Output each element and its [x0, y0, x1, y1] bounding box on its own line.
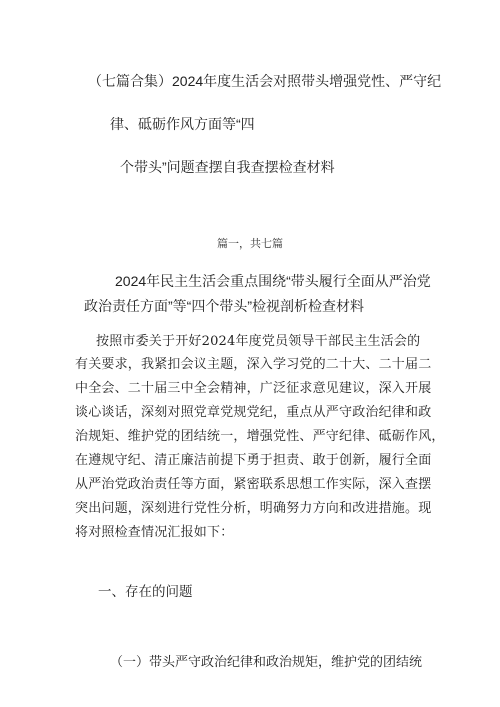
- section-heading: 一、存在的问题: [98, 584, 193, 599]
- article-title-line-2: 政治责任方面”等“四个带头”检视剖析检查材料: [84, 298, 364, 314]
- part-subtitle: 篇一，共七篇: [217, 237, 283, 250]
- document-title-line-3: 个带头”问题查摆自我查摆检查材料: [120, 159, 335, 175]
- body-paragraph-line: 突出问题，深刻进行党性分析，明确努力方向和改进措施。现: [75, 501, 432, 516]
- body-paragraph-line: 将对照检查情况汇报如下：: [75, 525, 234, 540]
- body-paragraph-line: 按照市委关于开好2024年度党员领导干部民主生活会的: [96, 334, 421, 349]
- document-title-line-2: 律、砥砺作风方面等“四: [110, 116, 255, 132]
- body-paragraph-line: 有关要求，我紧扣会议主题，深入学习党的二十大、二十届二: [75, 357, 432, 372]
- subsection-heading: （一）带头严守政治纪律和政治规矩，维护党的团结统: [110, 655, 423, 670]
- body-paragraph-line: 在遵规守纪、清正廉洁前提下勇于担责、敢于创新，履行全面: [75, 453, 432, 468]
- body-paragraph-line: 谈心谈话，深刻对照党章党规党纪，重点从严守政治纪律和政: [75, 405, 432, 420]
- document-title-line-1: （七篇合集）2024年度生活会对照带头增强党性、严守纪: [88, 73, 442, 89]
- body-paragraph-line: 中全会、二十届三中全会精神，广泛征求意见建议，深入开展: [75, 381, 432, 396]
- body-paragraph-line: 从严治党政治责任等方面，紧密联系思想工作实际，深入查摆: [75, 477, 432, 492]
- body-paragraph-line: 治规矩、维护党的团结统一，增强党性、严守纪律、砥砺作风，: [75, 429, 445, 444]
- article-title-line-1: 2024年民主生活会重点围绕“带头履行全面从严治党: [115, 273, 431, 289]
